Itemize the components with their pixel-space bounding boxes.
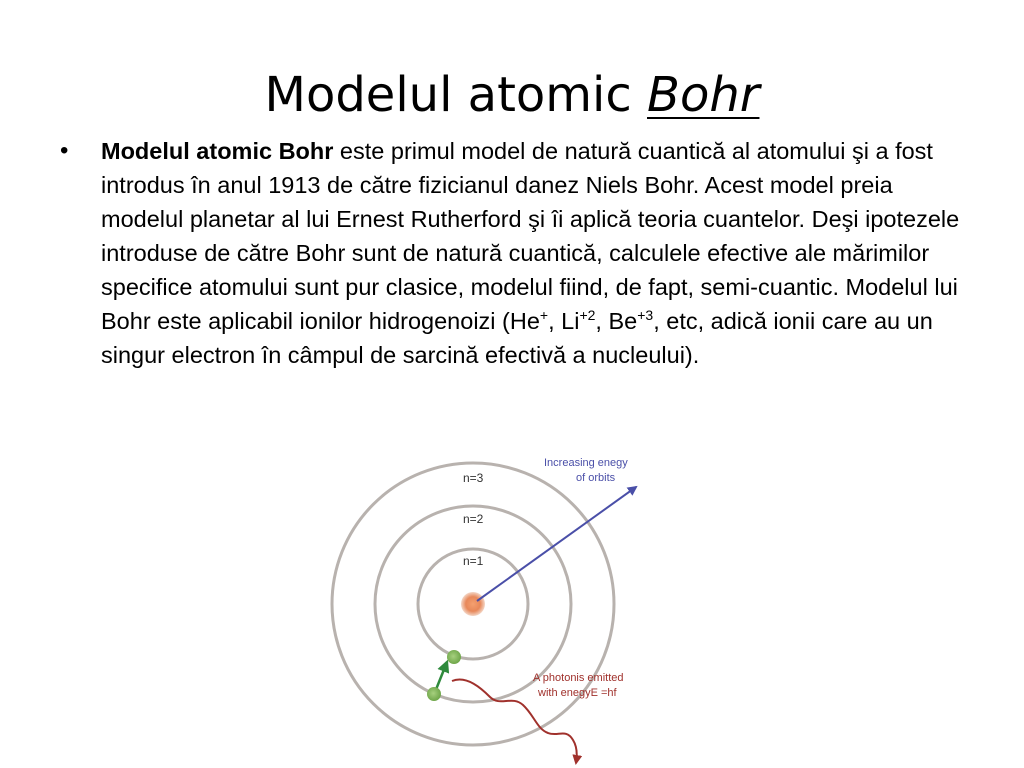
slide-title	[0, 62, 1024, 128]
bullet-text-part-4: , etc, adică ionii care au un singur electron în câmpul de sarcină efectivă a nucleului).	[101, 308, 933, 368]
orbit-label-n3: n=3	[463, 471, 484, 485]
energy-label-line1: Increasing enegy	[544, 457, 628, 469]
photon-label-line2: with enegyE =hf	[538, 687, 617, 699]
transition-arrow	[435, 662, 447, 692]
superscript-li: +2	[579, 307, 596, 324]
bullet-text-part-3: , Be	[595, 308, 638, 334]
bullet-marker: •	[60, 137, 69, 164]
energy-label-line2: of orbits	[576, 472, 616, 484]
bullet-paragraph	[101, 134, 971, 372]
electron-lower	[427, 687, 441, 701]
bullet-bold-lead: Modelul atomic Bohr	[101, 138, 334, 164]
bohr-diagram-svg	[330, 445, 670, 768]
title-main: Modelul atomic	[264, 67, 632, 123]
bullet-text-part-1: este primul model de natură cuantică al atomului şi a fost introdus în anul 1913 de către fizicianul danez Niels Bohr. Acest model preia modelul planetar al lui Ernest Rutherford şi îi aplică teoria cuantelor. Deşi ipotezele introduse de către Bohr sunt de natură cuantică, calculele efective ale mărimilor specifice atomului sunt pur clasice, modelul fiind, de fapt, semi-cuantic. Modelul lui Bohr este aplicabil ionilor hidrogenoizi (He	[101, 138, 960, 334]
bullet-text-part-2: , Li	[548, 308, 580, 334]
nucleus	[461, 592, 485, 616]
electron-upper	[447, 650, 461, 664]
photon-label-line1: A photonis emitted	[533, 672, 624, 684]
superscript-he: +	[539, 307, 549, 324]
superscript-be: +3	[637, 307, 654, 324]
orbit-label-n2: n=2	[463, 512, 484, 526]
title-emphasis: Bohr	[647, 67, 760, 123]
bohr-model-diagram	[330, 445, 670, 768]
orbit-label-n1: n=1	[463, 554, 484, 568]
